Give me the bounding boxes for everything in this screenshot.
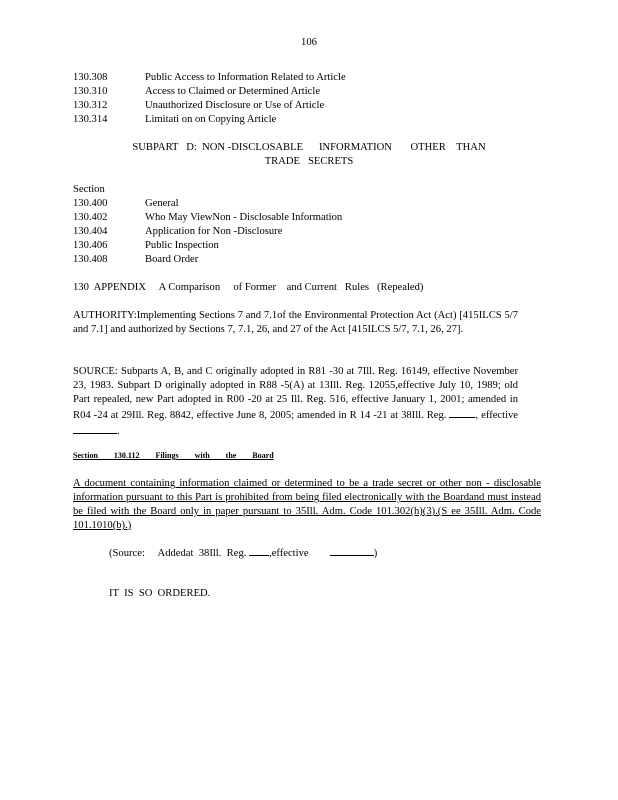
section-title: Limitati on on Copying Article — [145, 114, 277, 125]
toc-row — [73, 71, 553, 85]
toc-row — [73, 99, 553, 113]
section-number: 130.310 — [73, 86, 108, 97]
source-note-prefix: (Source: Addedat 38Ill. Reg. — [109, 548, 247, 559]
section-number: 130.404 — [73, 226, 108, 237]
new-section-body: A document containing information claimed or determined to be a trade secret or other non - disclosable information pursuant to this Part is prohibited from being filed electronically with the Boardand must instead be filed with the Board only in paper pursuant to 35Ill. Adm. Code 101.302(h)(3).(S ee 35Ill. Adm. Code 101.1010(b).) — [73, 478, 541, 531]
section-number: 130.408 — [73, 254, 108, 265]
subpart-d-heading-cont: TRADE SECRETS — [264, 156, 354, 167]
source-text: SOURCE: Subparts A, B, and C originally adopted in R81 -30 at 7Ill. Reg. 16149, effective November 23, 1983. Subpart D originally adopted in R88 -5(A) at 13Ill. Reg. 12055,effective July 10, 1989; old Part repealed, new Part adopted in R00 -20 at 25 Ill. Reg. 516, effective January 1, 2001; amended in R04 -24 at 29Ill. Reg. 8842, effective June 8, 2005; amended in R 14 -21 at 38Ill. Reg. — [73, 366, 518, 421]
section-number: 130.308 — [73, 72, 108, 83]
blank-line — [449, 407, 475, 418]
appendix-line: 130 APPENDIX A Comparison of Former and Current Rules (Repealed) — [73, 282, 424, 293]
section-title: General — [145, 198, 179, 209]
toc-row — [73, 113, 553, 127]
section-number: 130.314 — [73, 114, 108, 125]
section-title: Board Order — [145, 254, 199, 265]
ordered-line: IT IS SO ORDERED. — [109, 588, 211, 599]
section-label: Section — [73, 184, 105, 195]
section-title: Unauthorized Disclosure or Use of Article — [145, 100, 325, 111]
section-number: 130.312 — [73, 100, 108, 111]
toc-row — [73, 197, 553, 211]
section-title: Who May ViewNon - Disclosable Information — [145, 212, 343, 223]
source-paragraph: SOURCE: Subparts A, B, and C originally adopted in R81 -30 at 7Ill. Reg. 16149, effective November 23, 1983. Subpart D originally adopted in R88 -5(A) at 13Ill. Reg. 12055,effective July 10, 1989; old Part repealed, new Part adopted in R00 -20 at 25 Ill. Reg. 516, effective January 1, 2001; amended in R04 -24 at 29Ill. Reg. 8842, effective June 8, 2005; amended in R 14 -21 at 38Ill. Reg. , effective . — [73, 366, 519, 437]
section-title: Public Inspection — [145, 240, 219, 251]
section-number: 130.402 — [73, 212, 108, 223]
authority-paragraph: AUTHORITY:Implementing Sections 7 and 7.1of the Environmental Protection Act (Act) [415ILCS 5/7 and 7.1] and authorized by Sections 7, 7.1, 26, and 27 of the Act [415ILCS 5/7, 7.1, 26, 27]. — [73, 310, 518, 335]
toc-row — [73, 85, 553, 99]
toc-row — [73, 239, 553, 253]
toc-row — [73, 253, 553, 267]
blank-line — [73, 423, 117, 434]
source-note — [109, 545, 377, 561]
blank-line — [330, 545, 374, 556]
source-note-suffix: ) — [373, 548, 378, 559]
section-number: 130.406 — [73, 240, 108, 251]
section-number: 130.400 — [73, 198, 108, 209]
page-number: 106 — [301, 37, 317, 48]
effective-label: effective — [481, 410, 519, 421]
subpart-d-heading: SUBPART D: NON -DISCLOSABLE INFORMATION OTHER THAN — [132, 142, 486, 153]
section-title: Public Access to Information Related to Article — [145, 72, 346, 83]
toc-row — [73, 211, 553, 225]
section-title: Application for Non -Disclosure — [145, 226, 283, 237]
new-section-heading: Section 130.112 Filings with the Board — [73, 451, 274, 460]
toc-row — [73, 225, 553, 239]
blank-line — [249, 545, 269, 556]
source-note-effective: ,effective — [269, 548, 309, 559]
section-title: Access to Claimed or Determined Article — [145, 86, 321, 97]
